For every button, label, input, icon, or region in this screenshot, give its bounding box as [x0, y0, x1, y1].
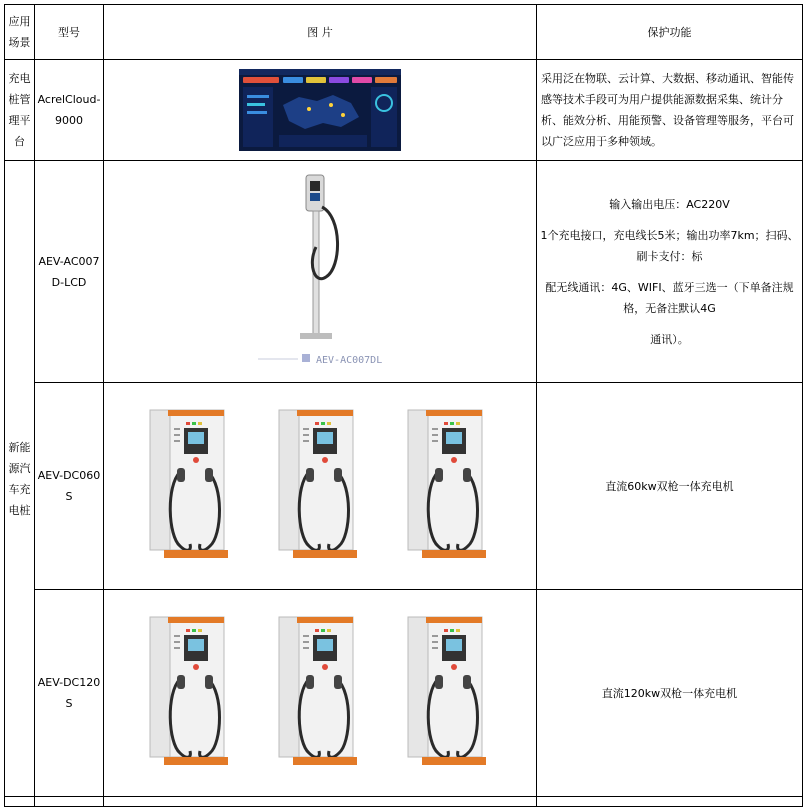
model-ac007d: AEV-AC007D-LCD [35, 161, 104, 383]
dc-charger-image [275, 613, 365, 773]
model-dc120s: AEV-DC120S [35, 590, 104, 797]
header-model: 型号 [35, 5, 104, 60]
table-row [5, 60, 803, 161]
header-function: 保护功能 [537, 5, 803, 60]
dashboard-screenshot-image [239, 69, 401, 151]
table-row [5, 590, 803, 797]
header-row [5, 5, 803, 60]
function-text: 1个充电接口，充电线长5米；输出功率7km；扫码、刷卡支付：标 [540, 228, 799, 263]
image-cell-dc060 [104, 383, 537, 590]
function-dc060 [537, 383, 803, 590]
ac-pile-caption: AEV-AC007DL [316, 354, 383, 366]
image-cell-ac [104, 161, 537, 383]
function-text: 采用泛在物联、云计算、大数据、移动通讯、智能传感等技术手段可为用户提供能源数据采集、统计分析、能效分析、用能预警、设备管理等服务，平台可以广泛应用于多种领域。 [541, 72, 794, 148]
function-platform [537, 60, 803, 161]
spec-table [4, 4, 803, 807]
dc-charger-image [146, 406, 236, 566]
function-dc120 [537, 590, 803, 797]
header-image: 图 片 [104, 5, 537, 60]
function-ac [537, 161, 803, 383]
scene-ev-charging: 新能源汽车充电桩 [5, 161, 35, 797]
function-text: 输入输出电压：AC220V [609, 197, 730, 211]
ac-charging-pile-image [250, 167, 390, 377]
function-text: 直流60kw双枪一体充电机 [605, 479, 734, 493]
table-row-partial [5, 797, 803, 807]
function-text: 通讯）。 [650, 332, 689, 346]
dc-charger-image [404, 406, 494, 566]
image-cell-dc120 [104, 590, 537, 797]
dc-charger-image [275, 406, 365, 566]
scene-platform: 充电桩管理平台 [5, 60, 35, 161]
model-acrelcloud: AcrelCloud-9000 [35, 60, 104, 161]
function-text: 配无线通讯：4G、WIFI、蓝牙三选一（下单备注规格，无备注默认4G [545, 280, 794, 315]
function-text: 直流120kw双枪一体充电机 [601, 686, 738, 700]
table-row [5, 383, 803, 590]
image-cell-platform [104, 60, 537, 161]
header-scene: 应用场景 [5, 5, 35, 60]
dc-charger-image [146, 613, 236, 773]
dc-charger-image [404, 613, 494, 773]
table-row [5, 161, 803, 383]
model-dc060s: AEV-DC060S [35, 383, 104, 590]
